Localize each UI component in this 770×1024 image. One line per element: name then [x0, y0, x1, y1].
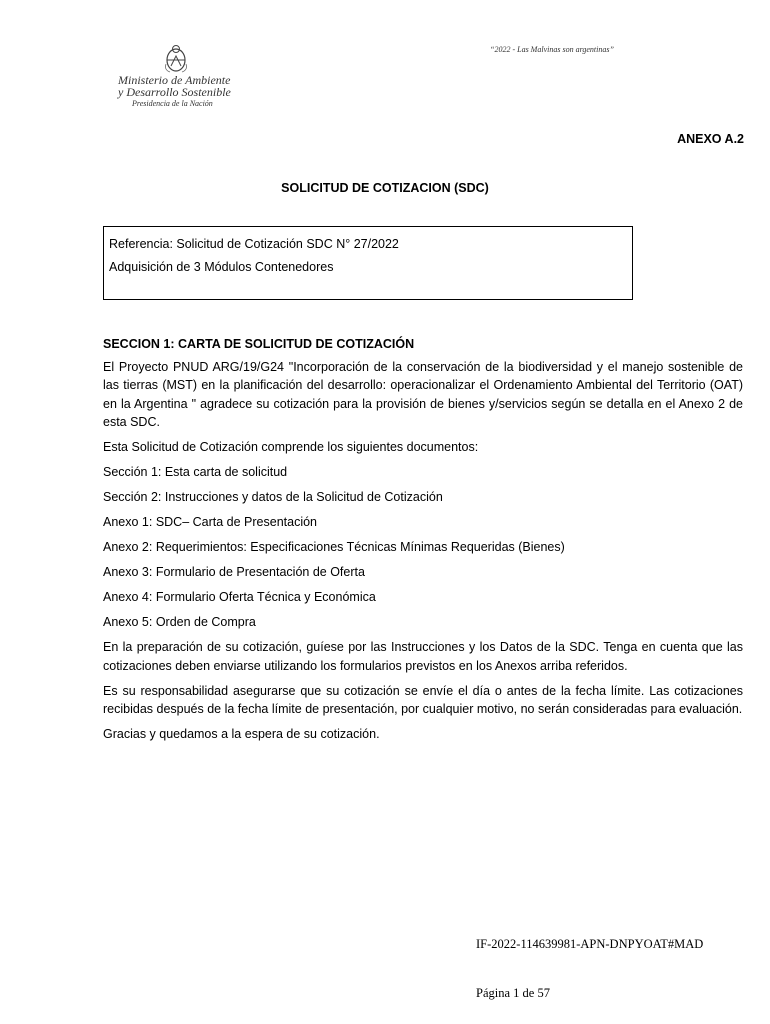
document-item: Sección 1: Esta carta de solicitud [103, 465, 288, 479]
ministry-line-1: Ministerio de Ambiente [118, 73, 231, 87]
document-title: SOLICITUD DE COTIZACION (SDC) [281, 181, 489, 195]
page-number: Página 1 de 57 [476, 986, 550, 1000]
reference-box [103, 226, 633, 300]
section-title: SECCION 1: CARTA DE SOLICITUD DE COTIZACIÓN [103, 337, 415, 351]
section-content [103, 335, 743, 750]
document-item: Anexo 3: Formulario de Presentación de Oferta [103, 565, 365, 579]
ministry-line-2: y Desarrollo Sostenible [118, 85, 231, 99]
header-motto: “2022 - Las Malvinas son argentinas” [490, 45, 614, 54]
responsibility-paragraph: Es su responsabilidad asegurarse que su cotización se envíe el día o antes de la fecha límite. Las cotizaciones recibidas después de la fecha límite de presentación, por cualquier motivo, no serán consideradas para evaluación. [103, 683, 743, 716]
documents-intro: Esta Solicitud de Cotización comprende los siguientes documentos: [103, 440, 479, 454]
document-item: Anexo 5: Orden de Compra [103, 615, 256, 629]
preparation-paragraph: En la preparación de su cotización, guíese por las Instrucciones y los Datos de la SDC. Tenga en cuenta que las cotizaciones deben enviarse utilizando los formularios previstos en los Anexos arriba referidos. [103, 640, 743, 673]
ministry-line-3: Presidencia de la Nación [132, 99, 213, 108]
reference-line: Referencia: Solicitud de Cotización SDC N° 27/2022 [109, 237, 399, 251]
document-item: Anexo 2: Requerimientos: Especificaciones Técnicas Mínimas Requeridas (Bienes) [103, 540, 565, 554]
coat-of-arms-icon [164, 44, 188, 74]
document-id: IF-2022-114639981-APN-DNPYOAT#MAD [476, 937, 704, 951]
annex-label: ANEXO A.2 [677, 132, 744, 146]
document-item: Anexo 4: Formulario Oferta Técnica y Económica [103, 590, 376, 604]
document-item: Sección 2: Instrucciones y datos de la Solicitud de Cotización [103, 490, 443, 504]
document-item: Anexo 1: SDC– Carta de Presentación [103, 515, 318, 529]
closing-paragraph: Gracias y quedamos a la espera de su cotización. [103, 727, 380, 741]
ministry-logo [112, 44, 262, 114]
intro-paragraph: El Proyecto PNUD ARG/19/G24 "Incorporación de la conservación de la biodiversidad y el manejo sostenible de las tierras (MST) en la planificación del desarrollo: operacionalizar el Ordenamiento Ambiental del Territorio (OAT) en la Argentina " agradece su cotización para la provisión de bienes y/servicios según se detalla en el Anexo 2 de esta SDC. [103, 359, 743, 429]
reference-subject: Adquisición de 3 Módulos Contenedores [109, 260, 334, 274]
ministry-name [118, 74, 231, 109]
